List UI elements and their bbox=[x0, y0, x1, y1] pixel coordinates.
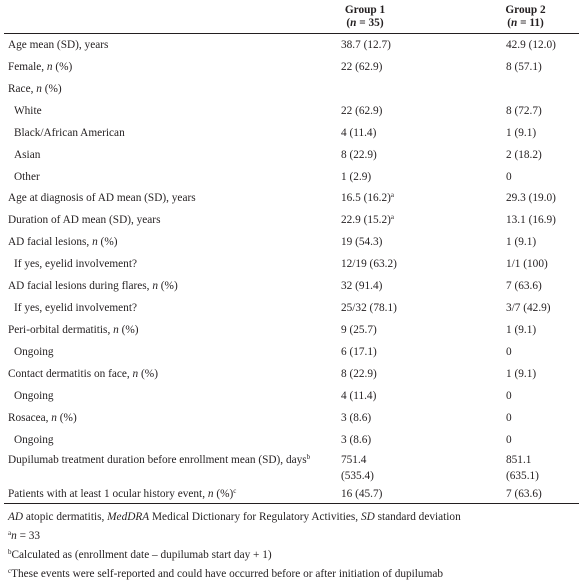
group-2-cell-value: 0 bbox=[506, 346, 512, 358]
footnote-marker: c bbox=[233, 487, 237, 495]
column-header-group-2 bbox=[493, 4, 558, 30]
table-row bbox=[0, 452, 583, 482]
group-2-cell-value: 7 (63.6) bbox=[506, 488, 542, 500]
group-1-cell-value: 4 (11.4) bbox=[341, 390, 377, 402]
table-row bbox=[0, 366, 583, 388]
row-label-unit: (%) bbox=[56, 412, 77, 424]
group-1-cell-value: 6 (17.1) bbox=[341, 346, 377, 358]
table-row bbox=[0, 190, 583, 212]
row-label bbox=[8, 37, 108, 53]
group-1-cell-value: 9 (25.7) bbox=[341, 324, 377, 336]
group-2-count bbox=[493, 17, 558, 30]
group-1-cell bbox=[341, 278, 382, 294]
row-label-n: n bbox=[92, 236, 98, 248]
footnote-c bbox=[8, 567, 443, 582]
group-2-cell-value: 8 (72.7) bbox=[506, 105, 542, 117]
group-1-cell bbox=[341, 344, 377, 360]
group-1-cell-value: 3 (8.6) bbox=[341, 434, 372, 446]
column-header-group-1 bbox=[330, 4, 400, 30]
group-2-cell bbox=[506, 125, 536, 141]
group-2-cell bbox=[506, 300, 551, 316]
footnote-marker: b bbox=[8, 548, 12, 556]
group-2-name: Group 2 bbox=[505, 4, 546, 16]
footnote-marker: a bbox=[390, 191, 394, 199]
row-label-text: Patients with at least 1 ocular history event, bbox=[8, 488, 208, 500]
table-row bbox=[0, 37, 583, 59]
table-row bbox=[0, 59, 583, 81]
group-1-cell-value: 4 (11.4) bbox=[341, 127, 377, 139]
group-2-cell-value: 1 (9.1) bbox=[506, 368, 537, 380]
group-1-cell-value: 38.7 (12.7) bbox=[341, 39, 391, 51]
row-label-unit: (%) bbox=[138, 368, 158, 380]
row-label-text: Peri-orbital dermatitis, bbox=[8, 324, 114, 336]
row-label-text: Black/African American bbox=[14, 127, 125, 139]
row-label-n: n bbox=[46, 61, 53, 73]
group-1-cell bbox=[341, 300, 397, 316]
group-2-cell-value: 1 (9.1) bbox=[506, 236, 537, 248]
group-1-cell bbox=[341, 486, 382, 502]
abbrev-definition: atopic dermatitis, bbox=[23, 511, 108, 523]
row-label bbox=[14, 103, 42, 119]
row-label-text: Race, bbox=[8, 83, 37, 95]
group-2-cell-value: 7 (63.6) bbox=[506, 280, 542, 292]
row-label-text: Age mean (SD), years bbox=[8, 39, 109, 51]
row-label-unit: (%) bbox=[213, 488, 234, 500]
footnote-c-text: These events were self-reported and could have occurred before or after initiation of dupilumab bbox=[11, 568, 444, 580]
row-label-text: If yes, eyelid involvement? bbox=[14, 302, 137, 314]
table-row bbox=[0, 410, 583, 432]
row-label-n: n bbox=[51, 412, 57, 424]
group-1-cell bbox=[341, 234, 382, 250]
group-2-cell-value: 1 (9.1) bbox=[506, 324, 537, 336]
table-row bbox=[0, 432, 583, 454]
group-2-cell bbox=[506, 322, 536, 338]
group-2-cell bbox=[506, 344, 512, 360]
group-2-cell-value: 0 bbox=[506, 171, 512, 183]
table-row bbox=[0, 256, 583, 278]
table-row bbox=[0, 81, 583, 103]
row-label bbox=[14, 169, 40, 185]
row-label bbox=[8, 486, 236, 502]
group-1-cell-value: 8 (22.9) bbox=[341, 368, 377, 380]
group-1-count bbox=[330, 17, 400, 30]
row-label bbox=[8, 190, 196, 206]
row-label-text: Contact dermatitis on face, bbox=[8, 368, 133, 380]
group-2-cell bbox=[506, 37, 556, 53]
abbrev-term: SD bbox=[360, 511, 375, 523]
row-label bbox=[14, 147, 40, 163]
group-2-cell-value: 0 bbox=[506, 390, 512, 402]
row-label bbox=[8, 212, 160, 228]
group-2-cell bbox=[506, 388, 512, 404]
group-1-cell-value: 1 (2.9) bbox=[341, 171, 372, 183]
table-row bbox=[0, 212, 583, 234]
group-2-cell-value: 1/1 (100) bbox=[506, 258, 548, 270]
group-1-cell-value: 19 (54.3) bbox=[341, 236, 383, 248]
row-label-text: Duration of AD mean (SD), years bbox=[8, 214, 161, 226]
group-1-cell bbox=[341, 147, 377, 163]
abbrev-definition: standard deviation bbox=[374, 511, 461, 523]
footnote-marker: a bbox=[8, 529, 12, 537]
row-label-unit: (%) bbox=[41, 83, 62, 95]
group-1-cell-value: 16 (45.7) bbox=[341, 488, 383, 500]
group-2-count-n: n bbox=[510, 17, 518, 29]
group-2-cell-value: 8 (57.1) bbox=[506, 61, 542, 73]
row-label-unit: (%) bbox=[97, 236, 118, 248]
row-label bbox=[8, 59, 72, 75]
table-row bbox=[0, 278, 583, 300]
group-1-cell-value: 751.4 bbox=[341, 454, 367, 466]
footnote-a bbox=[8, 529, 40, 544]
group-1-cell-value: 25/32 (78.1) bbox=[341, 302, 397, 314]
group-1-cell-value: 22 (62.9) bbox=[341, 61, 383, 73]
row-label-text: Age at diagnosis of AD mean (SD), years bbox=[8, 192, 196, 204]
footnote-marker: a bbox=[390, 213, 394, 221]
group-1-cell bbox=[341, 125, 376, 141]
group-1-cell bbox=[341, 410, 371, 426]
table-row bbox=[0, 103, 583, 125]
row-label bbox=[14, 125, 125, 141]
row-label bbox=[14, 388, 54, 404]
row-label-unit: (%) bbox=[52, 61, 73, 73]
group-2-cell bbox=[506, 169, 512, 185]
row-label bbox=[8, 452, 310, 468]
row-label bbox=[8, 81, 62, 97]
group-2-cell bbox=[506, 234, 536, 250]
footnote-b bbox=[8, 548, 272, 563]
group-1-cell-value: 32 (91.4) bbox=[341, 280, 383, 292]
group-2-cell bbox=[506, 486, 542, 502]
row-label-n: n bbox=[132, 368, 139, 380]
group-1-count-n: n bbox=[350, 17, 357, 29]
row-label-n: n bbox=[113, 324, 119, 336]
table-row bbox=[0, 169, 583, 191]
group-2-cell bbox=[506, 256, 548, 272]
group-2-cell-value: 851.1 bbox=[506, 454, 532, 466]
table-bottom-rule bbox=[4, 503, 579, 504]
row-label-text: Rosacea, bbox=[8, 412, 52, 424]
group-1-count-open: ( bbox=[346, 17, 351, 29]
group-2-cell-value: 2 (18.2) bbox=[506, 149, 542, 161]
footnote-abbreviations bbox=[8, 510, 461, 525]
row-label bbox=[14, 432, 54, 448]
group-1-cell-value: 22.9 (15.2) bbox=[341, 214, 391, 226]
group-2-cell-value: 1 (9.1) bbox=[506, 127, 537, 139]
group-2-cell bbox=[506, 278, 542, 294]
group-2-cell-value: 42.9 (12.0) bbox=[506, 39, 556, 51]
row-label bbox=[8, 366, 158, 382]
table-row bbox=[0, 125, 583, 147]
row-label-n: n bbox=[152, 280, 158, 292]
row-label bbox=[8, 234, 118, 250]
row-label-unit: (%) bbox=[157, 280, 178, 292]
group-2-count-value: = 11) bbox=[517, 17, 544, 29]
group-1-cell bbox=[341, 212, 394, 228]
group-1-cell bbox=[341, 59, 382, 75]
group-1-cell bbox=[341, 366, 377, 382]
table-row bbox=[0, 344, 583, 366]
abbrev-term: AD bbox=[8, 511, 24, 523]
group-1-cell bbox=[341, 388, 376, 404]
row-label bbox=[8, 322, 139, 338]
group-2-cell bbox=[506, 366, 536, 382]
group-1-cell-value: 12/19 (63.2) bbox=[341, 258, 397, 270]
table-row bbox=[0, 322, 583, 344]
table-row bbox=[0, 486, 583, 508]
row-label bbox=[14, 300, 137, 316]
group-2-cell bbox=[506, 190, 556, 206]
group-1-cell bbox=[341, 322, 377, 338]
group-2-cell bbox=[506, 59, 542, 75]
group-2-cell bbox=[506, 212, 556, 228]
group-2-cell bbox=[506, 410, 512, 426]
table-row bbox=[0, 300, 583, 322]
group-1-cell bbox=[341, 37, 391, 53]
group-2-cell bbox=[506, 432, 512, 448]
group-1-cell bbox=[341, 432, 371, 448]
row-label-text: AD facial lesions, bbox=[8, 236, 93, 248]
group-1-cell-value-line2: (535.4) bbox=[341, 470, 374, 482]
abbrev-definition: Medical Dictionary for Regulatory Activities, bbox=[149, 511, 361, 523]
footnote-a-text: = 33 bbox=[16, 530, 41, 542]
group-1-cell bbox=[341, 103, 382, 119]
row-label-unit: (%) bbox=[118, 324, 139, 336]
table-top-rule bbox=[4, 33, 579, 34]
row-label bbox=[8, 410, 77, 426]
group-2-cell-value: 0 bbox=[506, 412, 512, 424]
group-1-cell-value: 3 (8.6) bbox=[341, 412, 372, 424]
group-1-count-value: = 35) bbox=[356, 17, 384, 29]
group-2-count-open: ( bbox=[507, 17, 511, 29]
abbrev-term: MedDRA bbox=[107, 511, 150, 523]
row-label-text: Female, bbox=[8, 61, 47, 73]
group-2-cell-value: 3/7 (42.9) bbox=[506, 302, 551, 314]
group-1-cell-value: 8 (22.9) bbox=[341, 149, 377, 161]
row-label bbox=[8, 278, 178, 294]
group-1-cell bbox=[341, 256, 397, 272]
group-2-cell bbox=[506, 103, 542, 119]
group-1-cell bbox=[341, 190, 394, 206]
row-label-n: n bbox=[207, 488, 214, 500]
footnote-marker: b bbox=[306, 453, 311, 461]
row-label-text: Asian bbox=[14, 149, 41, 161]
group-1-cell-value: 22 (62.9) bbox=[341, 105, 383, 117]
table-row bbox=[0, 234, 583, 256]
footnote-a-n: n bbox=[11, 530, 17, 542]
row-label-text: White bbox=[14, 105, 42, 117]
group-2-cell-value: 0 bbox=[506, 434, 512, 446]
footnote-marker: c bbox=[8, 567, 12, 575]
group-2-cell bbox=[506, 452, 539, 484]
row-label-text: Ongoing bbox=[14, 390, 54, 402]
row-label-text: Dupilumab treatment duration before enrollment mean (SD), days bbox=[8, 454, 307, 466]
group-1-cell bbox=[341, 169, 371, 185]
table-row bbox=[0, 147, 583, 169]
row-label-text: Ongoing bbox=[14, 346, 54, 358]
group-1-name: Group 1 bbox=[344, 4, 386, 16]
group-2-cell-value: 29.3 (19.0) bbox=[506, 192, 556, 204]
row-label-text: If yes, eyelid involvement? bbox=[14, 258, 137, 270]
group-1-cell-value: 16.5 (16.2) bbox=[341, 192, 391, 204]
group-2-cell-value-line2: (635.1) bbox=[506, 470, 539, 482]
row-label-n: n bbox=[36, 83, 42, 95]
row-label-text: Ongoing bbox=[14, 434, 54, 446]
table-row bbox=[0, 388, 583, 410]
footnote-b-text: Calculated as (enrollment date – dupilumab start day + 1) bbox=[11, 549, 272, 561]
row-label-text: AD facial lesions during flares, bbox=[8, 280, 153, 292]
row-label bbox=[14, 256, 137, 272]
group-2-cell bbox=[506, 147, 542, 163]
row-label-text: Other bbox=[14, 171, 40, 183]
group-1-cell bbox=[341, 452, 374, 484]
group-2-cell-value: 13.1 (16.9) bbox=[506, 214, 556, 226]
row-label bbox=[14, 344, 54, 360]
